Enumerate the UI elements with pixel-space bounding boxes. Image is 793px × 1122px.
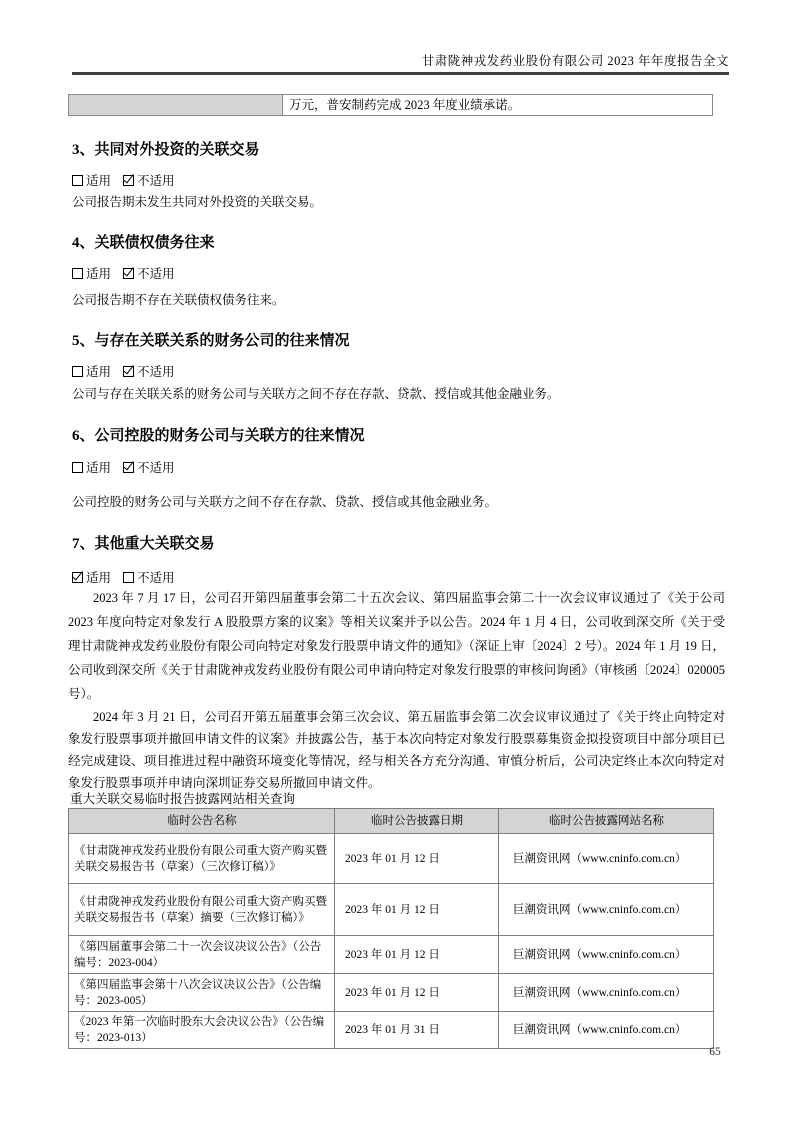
website-cell: 巨潮资讯网（www.cninfo.com.cn） [499,936,714,974]
checkbox-checked-icon [72,572,83,583]
section-5-body: 公司与存在关联关系的财务公司与关联方之间不存在存款、贷款、授信或其他金融业务。 [72,387,560,401]
applicable-label: 适用 [86,365,112,379]
applicable-label: 适用 [86,461,112,475]
paragraph: 2023 年 7 月 17 日，公司召开第四届董事会第二十五次会议、第四届监事会第二十一次会议审议通过了《关于公司 2023 年度向特定对象发行 A 股股票方案的议案》等相关议案并予以公告。2024 年 1 月 4 日，公司收到深交所《关于受理甘肃陇神戎发药业股份有限公司向特定对象发行股票申请文件的通知》（深证上审〔2024〕2 号）。2024 年 1 月 19 日，公司收到深交所《关于甘肃陇神戎发药业股份有限公司申请向特定对象发行股票的审核问询函》（审核函〔2024〕020005 号）。 [68,591,725,701]
section-6-applicability [72,458,187,476]
table-row [69,936,714,974]
disclosure-date-cell: 2023 年 01 月 12 日 [335,834,499,884]
checkbox-unchecked-icon [72,462,83,473]
section-3-heading: 3、共同对外投资的关联交易 [72,142,260,158]
announcement-name-cell: 《第四届监事会第十八次会议决议公告》（公告编号：2023-005） [69,974,335,1012]
section-7-heading: 7、其他重大关联交易 [72,536,215,552]
section-4-applicability [72,264,187,282]
applicable-label: 适用 [86,174,112,188]
website-cell: 巨潮资讯网（www.cninfo.com.cn） [499,834,714,884]
section-6-heading: 6、公司控股的财务公司与关联方的往来情况 [72,428,365,444]
paragraph: 2024 年 3 月 21 日，公司召开第五届董事会第三次会议、第五届监事会第二次会议审议通过了《关于终止向特定对象发行股票事项并撤回申请文件的议案》并披露公告，基于本次向特定对象发行股票募集资金拟投资项目中部分项目已经完成建设、项目推进过程中融资环境变化等情况，经与相关各方充分沟通、审慎分析后，公司决定终止本次向特定对象发行股票事项并申请向深圳证券交易所撤回申请文件。 [68,710,725,790]
column-header-disclosure-date: 临时公告披露日期 [335,809,499,834]
page-number: 65 [709,1046,721,1058]
page-header-title: 甘肃陇神戎发药业股份有限公司 2023 年年度报告全文 [421,54,729,68]
applicable-option [72,461,111,475]
checkbox-checked-icon [123,268,134,279]
fragment-label-cell [69,95,283,115]
checkbox-unchecked-icon [123,572,134,583]
table-header-row [69,809,714,834]
not-applicable-option [123,174,175,188]
announcement-name-cell: 《甘肃陇神戎发药业股份有限公司重大资产购买暨关联交易报告书（草案）（三次修订稿）》 [69,834,335,884]
checkbox-unchecked-icon [72,175,83,186]
not-applicable-label: 不适用 [137,174,175,188]
disclosure-date-cell: 2023 年 01 月 12 日 [335,974,499,1012]
checkbox-checked-icon [123,366,134,377]
section-5-applicability [72,362,187,380]
section-3-applicability [72,171,187,189]
disclosure-table-caption: 重大关联交易临时报告披露网站相关查询 [70,792,296,806]
section-7-paragraphs [68,586,725,794]
announcement-name-cell: 《甘肃陇神戎发药业股份有限公司重大资产购买暨关联交易报告书（草案）摘要（三次修订稿）》 [69,884,335,936]
header-rule [72,72,729,75]
not-applicable-label: 不适用 [137,571,175,585]
section-7-applicability [72,568,187,586]
not-applicable-label: 不适用 [137,365,175,379]
announcement-name-cell: 《第四届董事会第二十一次会议决议公告》（公告编号：2023-004） [69,936,335,974]
section-5-heading: 5、与存在关联关系的财务公司的往来情况 [72,333,350,349]
applicable-option [72,365,111,379]
fragment-text-cell: 万元，普安制药完成 2023 年度业绩承诺。 [289,98,521,112]
not-applicable-label: 不适用 [137,461,175,475]
website-cell: 巨潮资讯网（www.cninfo.com.cn） [499,974,714,1012]
section-4-body: 公司报告期不存在关联债权债务往来。 [72,293,285,307]
disclosure-date-cell: 2023 年 01 月 12 日 [335,884,499,936]
website-cell: 巨潮资讯网（www.cninfo.com.cn） [499,1012,714,1049]
column-header-announcement-name: 临时公告名称 [69,809,335,834]
checkbox-unchecked-icon [72,268,83,279]
checkbox-unchecked-icon [72,366,83,377]
applicable-option [72,267,111,281]
not-applicable-option [123,365,175,379]
not-applicable-option [123,267,175,281]
table-row [69,834,714,884]
checkbox-checked-icon [123,462,134,473]
table-row [69,1012,714,1049]
section-3-body: 公司报告期未发生共同对外投资的关联交易。 [72,195,323,209]
checkbox-checked-icon [123,175,134,186]
table-row [69,884,714,936]
not-applicable-option [123,461,175,475]
continued-table-fragment [68,94,713,116]
disclosure-date-cell: 2023 年 01 月 31 日 [335,1012,499,1049]
not-applicable-option [123,571,175,585]
applicable-label: 适用 [86,571,112,585]
applicable-option [72,571,111,585]
section-6-body: 公司控股的财务公司与关联方之间不存在存款、贷款、授信或其他金融业务。 [72,495,498,509]
table-row [69,974,714,1012]
disclosure-date-cell: 2023 年 01 月 12 日 [335,936,499,974]
applicable-option [72,174,111,188]
disclosure-table [68,808,714,1049]
not-applicable-label: 不适用 [137,267,175,281]
column-header-website-name: 临时公告披露网站名称 [499,809,714,834]
announcement-name-cell: 《2023 年第一次临时股东大会决议公告》（公告编号：2023-013） [69,1012,335,1049]
section-4-heading: 4、关联债权债务往来 [72,235,215,251]
applicable-label: 适用 [86,267,112,281]
website-cell: 巨潮资讯网（www.cninfo.com.cn） [499,884,714,936]
